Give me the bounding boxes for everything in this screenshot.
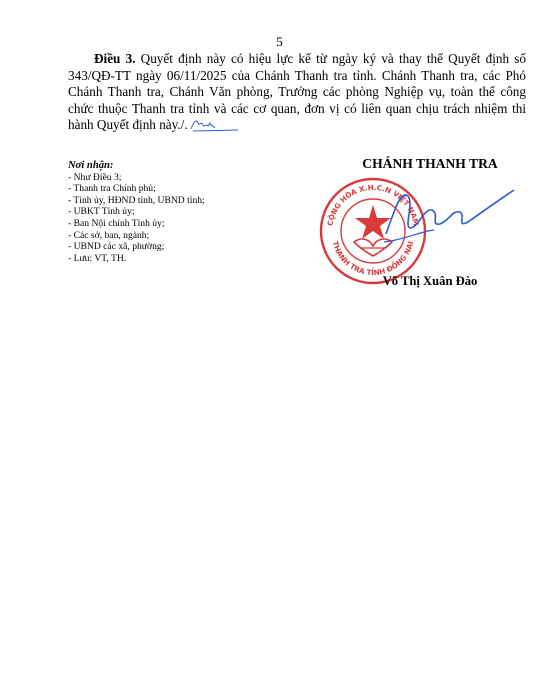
svg-text:THANH TRA TỈNH ĐỒNG NAI: THANH TRA TỈNH ĐỒNG NAI [330, 240, 416, 278]
signer-name: Võ Thị Xuân Đào [382, 274, 478, 288]
recipient-item: - Ban Nội chính Tỉnh ủy; [68, 217, 165, 229]
article-3 [68, 51, 526, 134]
svg-text:CỘNG HÒA X.H.C.N VIỆT NAM: CỘNG HÒA X.H.C.N VIỆT NAM [325, 182, 421, 227]
article-label: Điều 3. [94, 51, 136, 66]
recipient-item: - Các sở, ban, ngành; [68, 229, 150, 241]
recipient-item: - UBND các xã, phường; [68, 241, 165, 253]
recipient-item: - Tỉnh ủy, HĐND tỉnh, UBND tỉnh; [68, 194, 205, 206]
recipients-block [68, 160, 298, 264]
page-number: 5 [276, 34, 283, 49]
recipient-item: - UBKT Tỉnh ủy; [68, 206, 135, 218]
recipient-item: - Như Điều 3; [68, 171, 122, 183]
recipients-list [68, 172, 298, 265]
signer-title: CHÁNH THANH TRA [362, 156, 498, 171]
handwritten-signature-icon [378, 182, 518, 258]
initials-signature-icon [188, 117, 240, 133]
recipients-title: Nơi nhận: [68, 160, 114, 171]
recipient-item: - Lưu: VT, TH. [68, 252, 127, 264]
recipient-item: - Thanh tra Chính phủ; [68, 183, 156, 195]
article-text: Quyết định này có hiệu lực kể từ ngày ký và thay thế Quyết định số 343/QĐ-TT ngày 06/11/2025 của Chánh Thanh tra tỉnh. Chánh Thanh tra, các Phó Chánh Thanh tra, Chánh Văn phòng, Trưởng các phòng Nghiệp vụ, toàn thể công chức thuộc Thanh tra tỉnh và các cơ quan, đơn vị có liên quan chịu trách nhiệm thi hành Quyết định này./. [68, 51, 526, 133]
